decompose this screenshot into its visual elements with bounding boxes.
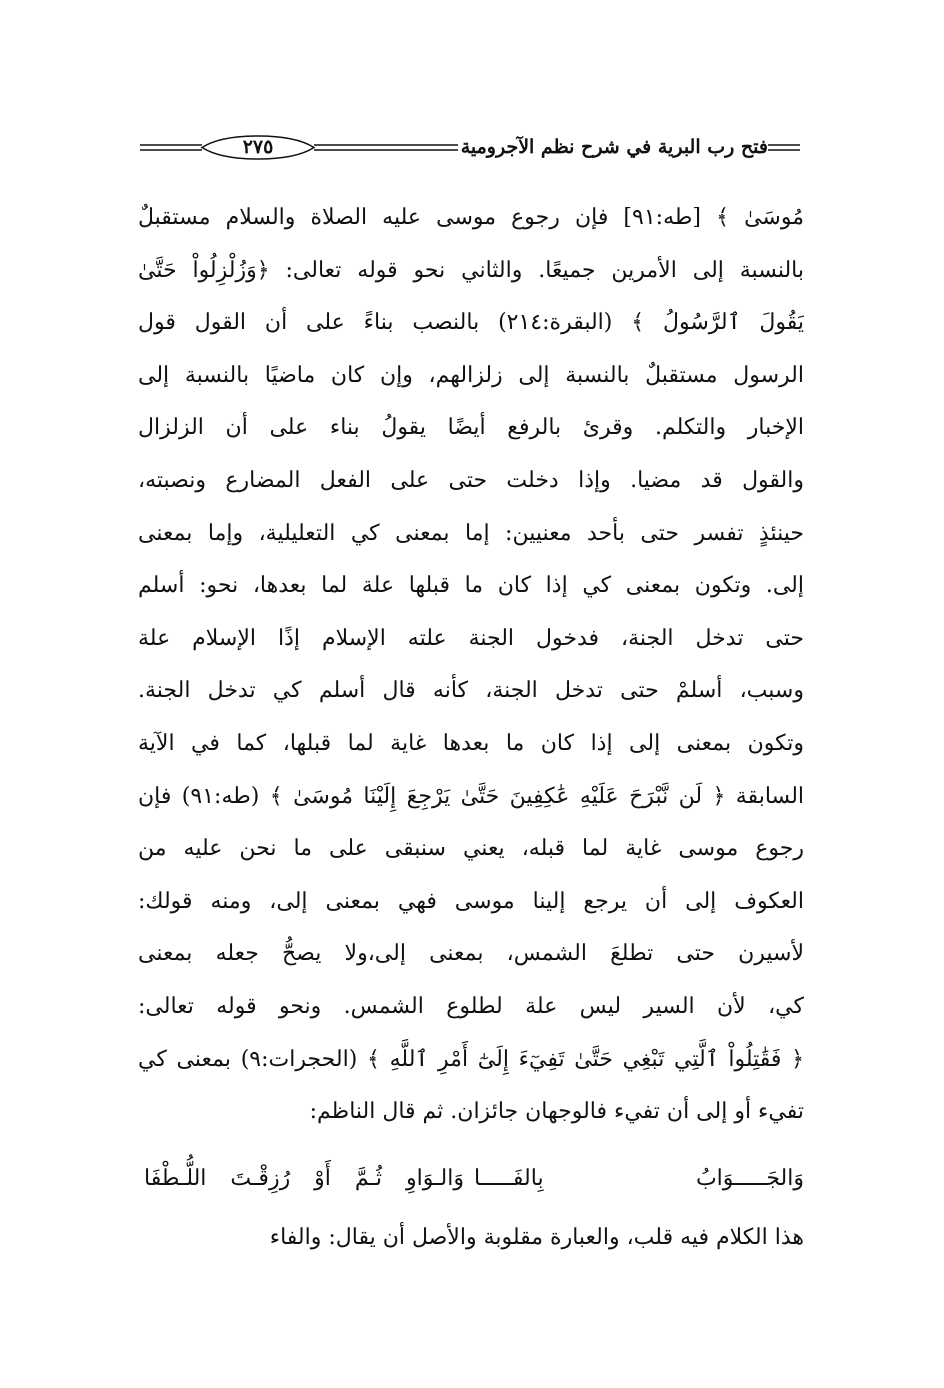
text-line: يَقُولَ ٱلرَّسُولُ ﴾ (البقرة:٢١٤) بالنصب بناءً على أن القول قول bbox=[138, 310, 804, 336]
text-line: لأسيرن حتى تطلعَ الشمس، بمعنى إلى،ولا يصحُّ جعله بمعنى bbox=[138, 941, 804, 967]
text-line: الرسول مستقبلٌ بالنسبة إلى زلزالهم، وإن كان ماضيًا بالنسبة إلى bbox=[138, 362, 804, 388]
verse-right-hemistich: وَالجَـــــوَابُ بِالفَـــــا bbox=[474, 1166, 804, 1191]
text-line: حتى تدخل الجنة، فدخول الجنة علته الإسلام إذًا الإسلام علة bbox=[138, 625, 804, 651]
text-line: حينئذٍ تفسر حتى بأحد معنيين: إما بمعنى كي التعليلية، وإما بمعنى bbox=[138, 520, 804, 546]
text-line: بالنسبة إلى الأمرين جميعًا. والثاني نحو قوله تعالى: ﴿وَزُلْزِلُواْ حَتَّىٰ bbox=[138, 257, 804, 283]
book-title: فتح رب البرية في شرح نظم الآجرومية bbox=[460, 136, 768, 158]
page-number: ٢٧٥ bbox=[242, 136, 274, 158]
text-line: رجوع موسى غاية لما قبله، يعني سنبقى على ما نحن عليه من bbox=[138, 836, 804, 862]
running-header bbox=[140, 128, 800, 168]
text-line: وسبب، أسلمْ حتى تدخل الجنة، كأنه قال أسلم كي تدخل الجنة. bbox=[138, 678, 804, 704]
text-line: إلى. وتكون بمعنى كي إذا كان ما قبلها علة لما بعدها، نحو: أسلم bbox=[138, 573, 804, 599]
verse-left-hemistich: وَالـوَاوِ ثُـمَّ أَوْ رُزِقْـتَ اللُّـطْفَا bbox=[144, 1166, 464, 1191]
text-line: كي، لأن السير ليس علة لطلوع الشمس. ونحو قوله تعالى: bbox=[138, 993, 804, 1019]
text-line: مُوسَىٰ ﴾ [طه:٩١] فإن رجوع موسى عليه الصلاة والسلام مستقبلٌ bbox=[138, 205, 804, 230]
text-line: الإخبار والتكلم. وقرئ بالرفع أيضًا يقولُ بناء على أن الزلزال bbox=[138, 415, 804, 441]
text-line: العكوف إلى أن يرجع إلينا موسى فهي بمعنى إلى، ومنه قولك: bbox=[138, 888, 804, 914]
text-line: تفيء أو إلى أن تفيء فالوجهان جائزان. ثم قال الناظم: bbox=[309, 1099, 804, 1125]
commentary-line: هذا الكلام فيه قلب، والعبارة مقلوبة والأصل أن يقال: والفاء bbox=[269, 1225, 804, 1250]
text-line: والقول قد مضيا. وإذا دخلت حتى على الفعل المضارع ونصبته، bbox=[138, 467, 804, 493]
poetry-verse bbox=[138, 1166, 804, 1214]
body-text bbox=[138, 192, 804, 1139]
text-line: وتكون بمعنى إلى إذا كان ما بعدها غاية لما قبلها، كما في الآية bbox=[138, 730, 804, 756]
text-line: السابقة ﴿ لَن نَّبْرَحَ عَلَيْهِ عَٰكِفِينَ حَتَّىٰ يَرْجِعَ إِلَيْنَا مُوسَىٰ ﴾ (طه:٩١) فإن bbox=[138, 783, 804, 809]
text-line: ﴿ فَقَٰتِلُواْ ٱلَّتِي تَبْغِي حَتَّىٰ تَفِيٓءَ إِلَىٰٓ أَمْرِ ٱللَّهِ ﴾ (الحجرات:٩) بمعنى كي bbox=[138, 1046, 804, 1072]
